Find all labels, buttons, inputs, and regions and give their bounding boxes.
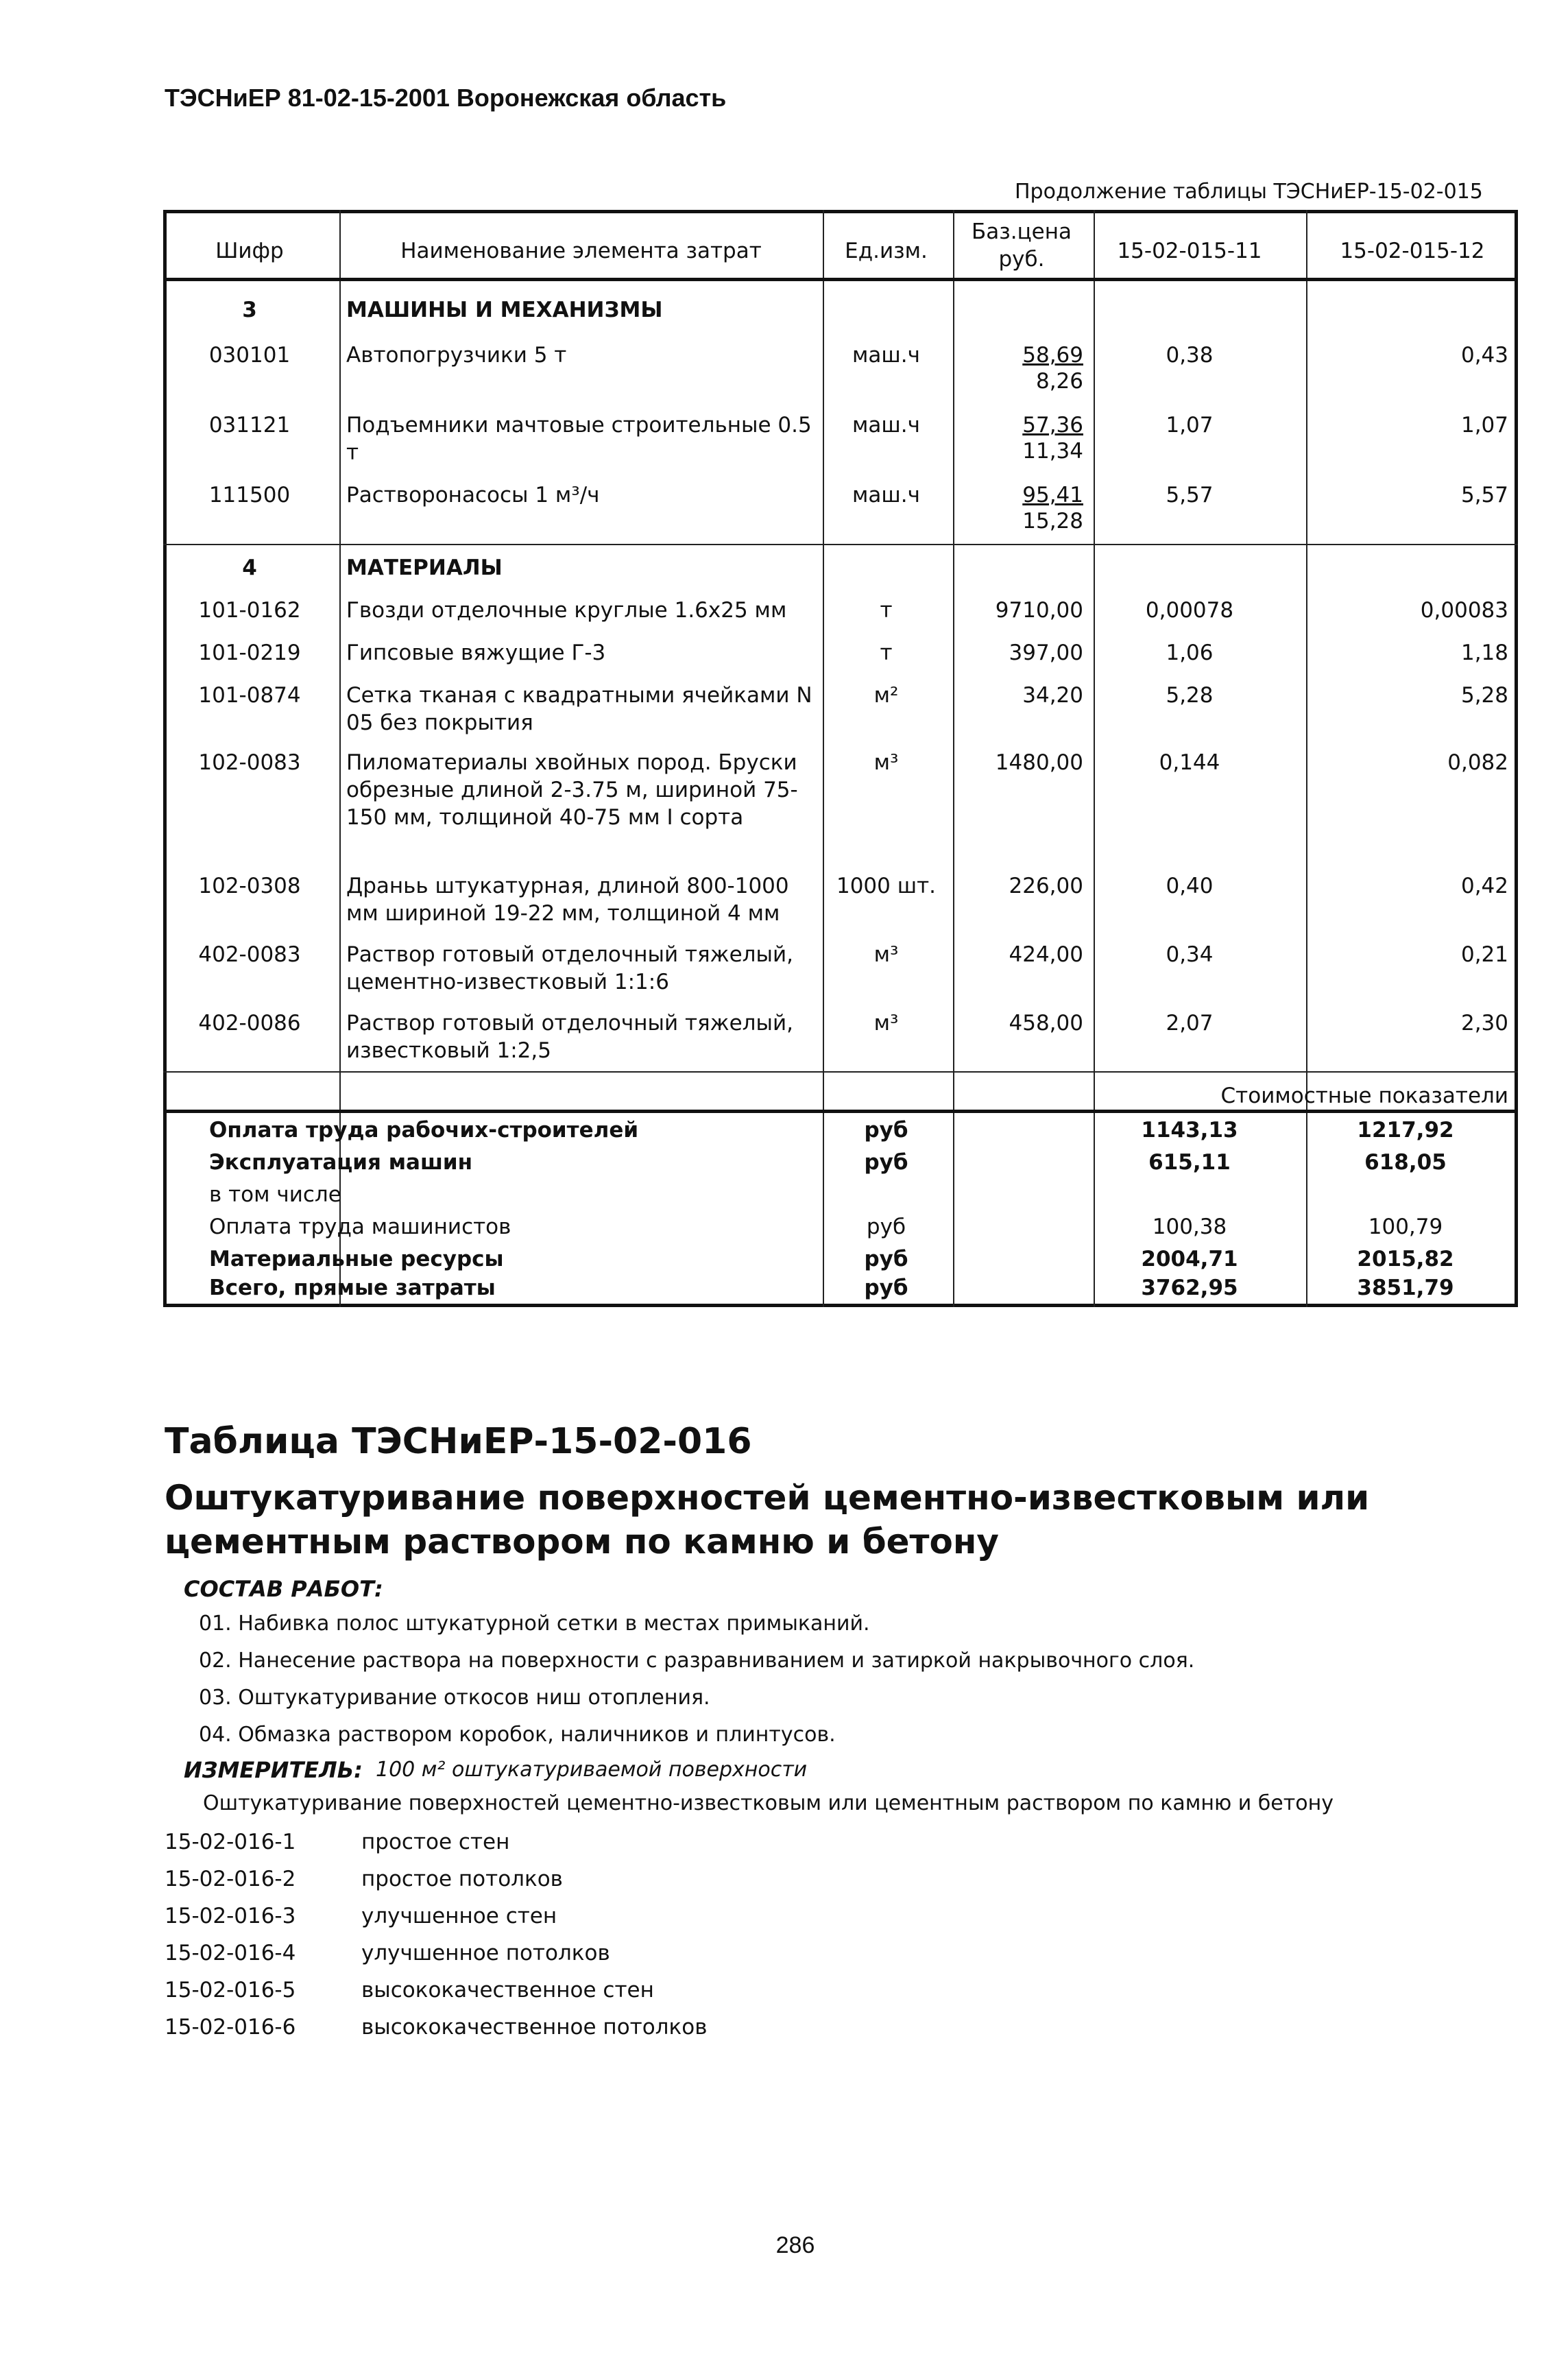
document-header: ТЭСНиЕР 81-02-15-2001 Воронежская область <box>165 84 727 112</box>
row-code: 101-0874 <box>198 683 301 708</box>
meter-value: 100 м² оштукатуриваемой поверхности <box>376 1758 808 1782</box>
row-code: 102-0083 <box>198 750 301 775</box>
row-value-2: 2,30 <box>1460 1011 1508 1036</box>
row-value-2: 0,43 <box>1460 343 1508 368</box>
summary-value-1: 3762,95 <box>1141 1276 1238 1300</box>
norm-code: 15-02-016-3 <box>165 1904 296 1928</box>
row-price: 95,41 <box>1022 483 1083 507</box>
norm-code: 15-02-016-6 <box>165 2015 296 2040</box>
row-price: 424,00 <box>1009 942 1083 967</box>
row-code: 111500 <box>208 483 291 507</box>
meter-label: ИЗМЕРИТЕЛЬ: <box>184 1757 363 1783</box>
row-name: Сетка тканая с квадратными ячейками N 05 без покрытия <box>346 683 812 735</box>
cost-indicators-label: Стоимостные показатели <box>1220 1084 1508 1108</box>
row-value-1: 0,34 <box>1166 942 1214 967</box>
row-code: 101-0219 <box>198 641 301 665</box>
section-title: МАШИНЫ И МЕХАНИЗМЫ <box>346 298 663 322</box>
summary-value-2: 100,79 <box>1368 1215 1443 1239</box>
row-value-1: 0,00078 <box>1145 598 1234 623</box>
row-name: Раствор готовый отделочный тяжелый, цементно-известковый 1:1:6 <box>346 942 793 994</box>
row-value-1: 5,57 <box>1166 483 1214 507</box>
row-value-1: 5,28 <box>1166 683 1214 708</box>
norm-desc: простое стен <box>361 1830 510 1854</box>
row-value-2: 5,57 <box>1460 483 1508 507</box>
row-unit: м³ <box>873 1011 899 1036</box>
summary-unit: руб <box>864 1247 908 1271</box>
row-price: 9710,00 <box>995 598 1083 623</box>
row-price: 1480,00 <box>995 750 1083 775</box>
summary-value-1: 615,11 <box>1148 1150 1231 1175</box>
norm-code: 15-02-016-2 <box>165 1867 296 1891</box>
row-code: 102-0308 <box>198 874 301 898</box>
page-number: 286 <box>775 2232 815 2258</box>
norm-desc: высококачественное потолков <box>361 2015 708 2040</box>
summary-value-2: 618,05 <box>1364 1150 1447 1175</box>
row-name: Автопогрузчики 5 т <box>346 343 567 368</box>
summary-value-2: 3851,79 <box>1357 1276 1454 1300</box>
table-title: Таблица ТЭСНиЕР-15-02-016 <box>165 1421 752 1462</box>
summary-subnote: в том числе <box>209 1182 341 1207</box>
row-name: Пиломатериалы хвойных пород. Бруски обрезные длиной 2-3.75 м, шириной 75-150 мм, толщиной 40-75 мм I сорта <box>346 750 798 830</box>
row-price-secondary: 8,26 <box>1035 369 1083 394</box>
works-label: СОСТАВ РАБОТ: <box>184 1576 383 1602</box>
summary-name: Эксплуатация машин <box>209 1150 473 1175</box>
col-header-v2: 15-02-015-12 <box>1340 239 1485 263</box>
summary-unit: руб <box>864 1276 908 1300</box>
row-name: Растворонасосы 1 м³/ч <box>346 483 600 507</box>
header-divider <box>163 278 1518 281</box>
work-item: 02. Нанесение раствора на поверхности с разравниванием и затиркой накрывочного слоя. <box>199 1649 1195 1673</box>
summary-value-1: 2004,71 <box>1141 1247 1238 1271</box>
row-value-2: 0,42 <box>1460 874 1508 898</box>
row-price: 57,36 <box>1022 413 1083 438</box>
row-code: 101-0162 <box>198 598 301 623</box>
col-header-price: Баз.цена <box>971 219 1072 244</box>
col-header-unit: Ед.изм. <box>845 239 928 263</box>
row-value-2: 1,07 <box>1460 413 1508 438</box>
row-unit: маш.ч <box>852 413 920 438</box>
col-header-price-unit: руб. <box>998 247 1045 272</box>
row-price-secondary: 11,34 <box>1022 439 1083 464</box>
section-heading: Оштукатуривание поверхностей цементно-известковым или цементным раствором по камню и бетону <box>165 1478 1370 1562</box>
row-unit: т <box>880 598 893 623</box>
row-name: Подъемники мачтовые строительные 0.5 т <box>346 413 812 465</box>
norm-code: 15-02-016-5 <box>165 1978 296 2003</box>
row-unit: м³ <box>873 750 899 775</box>
row-name: Раствор готовый отделочный тяжелый, известковый 1:2,5 <box>346 1011 793 1063</box>
section-number: 4 <box>242 555 257 580</box>
summary-name: Материальные ресурсы <box>209 1247 504 1271</box>
norm-code: 15-02-016-4 <box>165 1941 296 1965</box>
norm-desc: высококачественное стен <box>361 1978 654 2003</box>
section-divider <box>163 544 1518 545</box>
row-value-1: 0,40 <box>1166 874 1214 898</box>
row-value-2: 0,21 <box>1460 942 1508 967</box>
row-value-1: 2,07 <box>1166 1011 1214 1036</box>
summary-value-2: 2015,82 <box>1357 1247 1454 1271</box>
summary-divider <box>163 1071 1518 1073</box>
col-header-v1: 15-02-015-11 <box>1117 239 1262 263</box>
row-name: Драньь штукатурная, длиной 800-1000 мм шириной 19-22 мм, толщиной 4 мм <box>346 874 789 926</box>
row-value-2: 1,18 <box>1460 641 1508 665</box>
row-unit: т <box>880 641 893 665</box>
row-code: 030101 <box>208 343 291 368</box>
summary-value-2: 1217,92 <box>1357 1118 1454 1143</box>
work-item: 03. Оштукатуривание откосов ниш отопления. <box>199 1686 710 1710</box>
norm-desc: улучшенное стен <box>361 1904 557 1928</box>
row-name: Гипсовые вяжущие Г-3 <box>346 641 606 665</box>
row-price-secondary: 15,28 <box>1022 509 1083 534</box>
summary-value-1: 1143,13 <box>1141 1118 1238 1143</box>
section-number: 3 <box>242 298 257 322</box>
norms-subheading: Оштукатуривание поверхностей цементно-известковым или цементным раствором по камню и бетону <box>203 1791 1334 1815</box>
row-code: 402-0083 <box>198 942 301 967</box>
summary-unit: руб <box>864 1118 908 1143</box>
row-unit: маш.ч <box>852 343 920 368</box>
summary-name: Оплата труда рабочих-строителей <box>209 1118 639 1143</box>
row-value-2: 0,082 <box>1447 750 1508 775</box>
col-divider <box>953 210 954 1307</box>
col-header-code: Шифр <box>215 239 284 263</box>
table-continuation-note: Продолжение таблицы ТЭСНиЕР-15-02-015 <box>1015 180 1483 204</box>
row-unit: 1000 шт. <box>836 874 937 898</box>
row-name: Гвозди отделочные круглые 1.6х25 мм <box>346 598 787 623</box>
row-unit: маш.ч <box>852 483 920 507</box>
col-divider <box>1094 210 1095 1307</box>
work-item: 04. Обмазка раствором коробок, наличников и плинтусов. <box>199 1723 836 1747</box>
row-price: 58,69 <box>1022 343 1083 368</box>
summary-divider <box>163 1110 1518 1113</box>
row-price: 34,20 <box>1022 683 1083 708</box>
summary-unit: руб <box>864 1150 908 1175</box>
row-code: 402-0086 <box>198 1011 301 1036</box>
row-price: 458,00 <box>1009 1011 1083 1036</box>
summary-name: Всего, прямые затраты <box>209 1276 496 1300</box>
row-unit: м³ <box>873 942 899 967</box>
norm-code: 15-02-016-1 <box>165 1830 296 1854</box>
row-value-2: 5,28 <box>1460 683 1508 708</box>
row-value-1: 1,07 <box>1166 413 1214 438</box>
row-value-1: 0,38 <box>1166 343 1214 368</box>
norm-desc: улучшенное потолков <box>361 1941 610 1965</box>
row-price: 226,00 <box>1009 874 1083 898</box>
row-price: 397,00 <box>1009 641 1083 665</box>
section-title: МАТЕРИАЛЫ <box>346 555 503 580</box>
summary-unit: руб <box>866 1215 906 1239</box>
summary-value-1: 100,38 <box>1152 1215 1227 1239</box>
norm-desc: простое потолков <box>361 1867 563 1891</box>
row-value-2: 0,00083 <box>1420 598 1508 623</box>
row-unit: м² <box>873 683 899 708</box>
row-value-1: 0,144 <box>1159 750 1220 775</box>
work-item: 01. Набивка полос штукатурной сетки в местах примыканий. <box>199 1612 870 1636</box>
col-header-name: Наименование элемента затрат <box>400 239 762 263</box>
row-code: 031121 <box>208 413 291 438</box>
row-value-1: 1,06 <box>1166 641 1214 665</box>
summary-name: Оплата труда машинистов <box>209 1215 511 1239</box>
